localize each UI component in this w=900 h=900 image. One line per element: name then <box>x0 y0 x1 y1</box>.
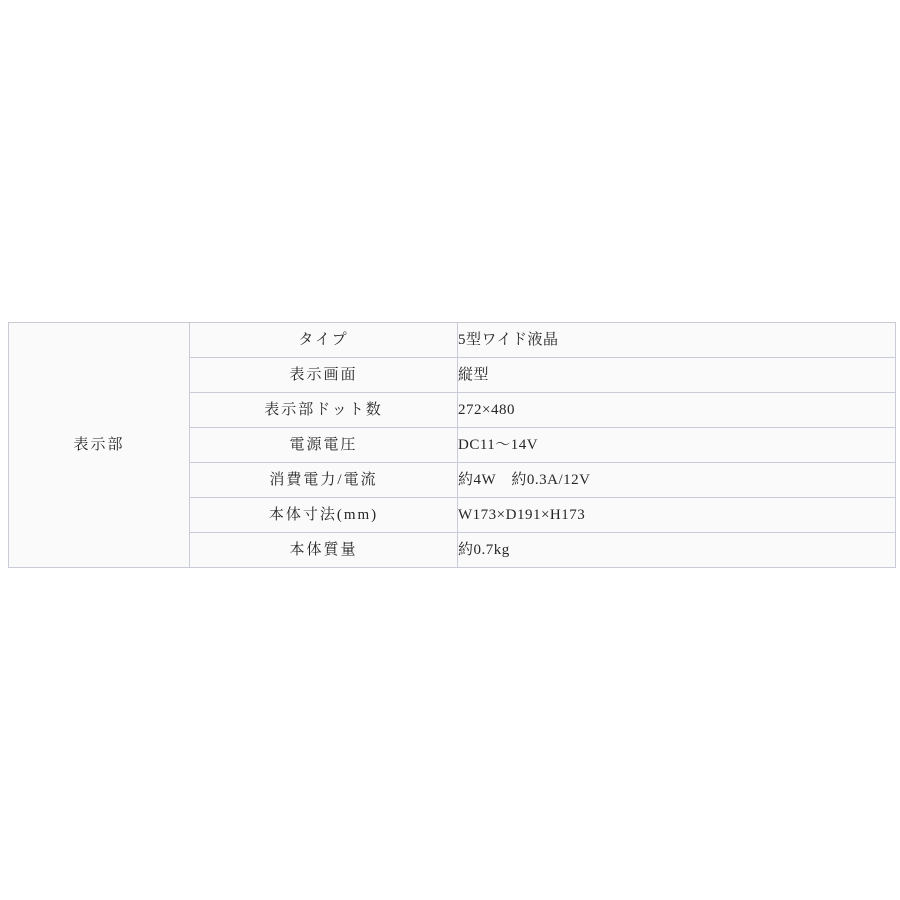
spec-label-display-screen: 表示画面 <box>190 358 458 393</box>
group-label: 表示部 <box>73 437 125 453</box>
spec-value-type: 5型ワイド液晶 <box>458 323 896 358</box>
spec-value-display-screen: 縦型 <box>458 358 896 393</box>
spec-label-dimensions: 本体寸法(mm) <box>190 498 458 533</box>
spec-label-type: タイプ <box>190 323 458 358</box>
table-row <box>9 323 896 358</box>
spec-label-weight: 本体質量 <box>190 533 458 568</box>
spec-value-weight: 約0.7kg <box>458 533 896 568</box>
spec-label-power-voltage: 電源電圧 <box>190 428 458 463</box>
spec-label-dot-count: 表示部ドット数 <box>190 393 458 428</box>
spec-value-dot-count: 272×480 <box>458 393 896 428</box>
specification-table <box>8 322 896 568</box>
row-group-header-display-unit <box>9 323 190 568</box>
spec-value-power-voltage: DC11〜14V <box>458 428 896 463</box>
spec-label-power-consumption: 消費電力/電流 <box>190 463 458 498</box>
specification-table-container <box>8 322 892 568</box>
spec-value-power-consumption: 約4W 約0.3A/12V <box>458 463 896 498</box>
spec-value-dimensions: W173×D191×H173 <box>458 498 896 533</box>
